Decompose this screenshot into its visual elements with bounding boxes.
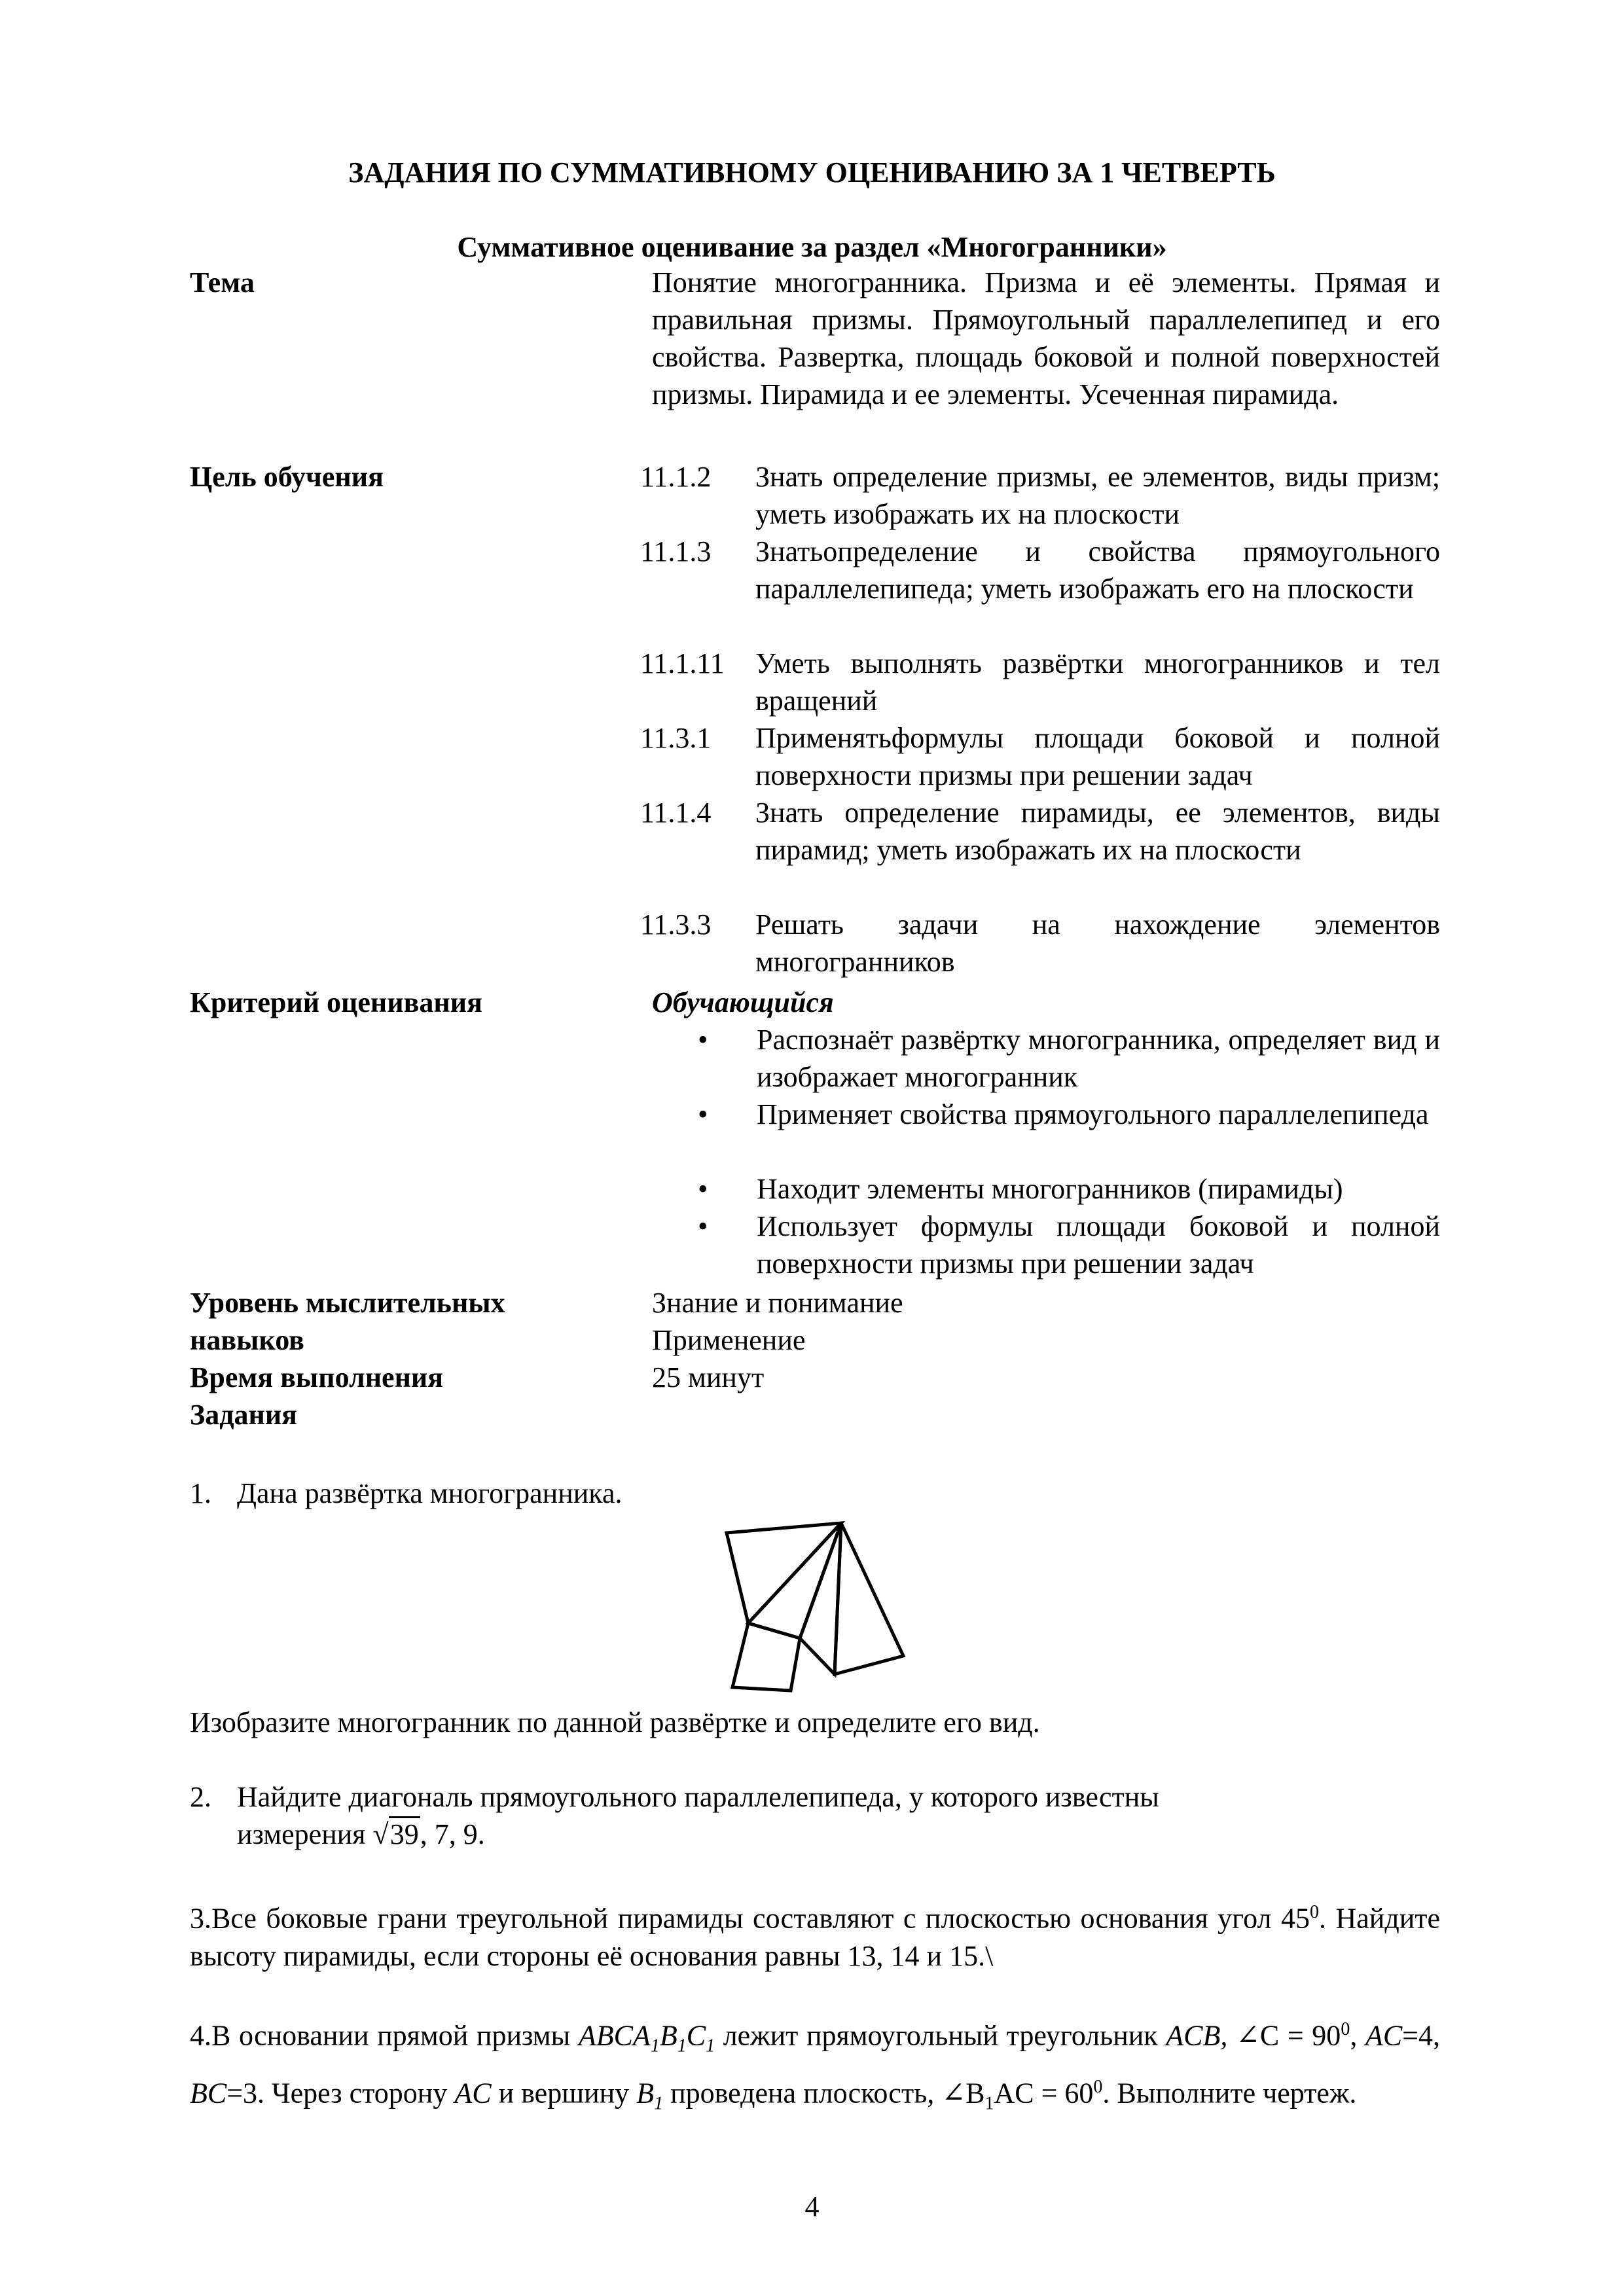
objective-item	[640, 719, 1440, 794]
criteria-text: Распознаёт развёртку многогранника, определяет вид и изображает многогранник	[757, 1024, 1440, 1093]
objective-item	[640, 533, 1440, 607]
objective-code: 11.3.1	[640, 722, 712, 754]
task-2-cont	[190, 1816, 1487, 1853]
objective-item	[640, 794, 1440, 869]
objectives-label: Цель обучения	[190, 461, 384, 493]
objective-item	[640, 645, 1440, 719]
task-text: , 7, 9.	[420, 1818, 485, 1850]
objective-text: Уметь выполнять развёртки многогранников и тел вращений	[755, 647, 1440, 717]
net-square-face	[732, 1623, 800, 1691]
net-triangle-face	[835, 1523, 903, 1674]
math-var: AC	[1365, 2019, 1403, 2052]
degree-sup: 0	[1341, 2019, 1350, 2039]
task-text: ,	[1350, 2019, 1365, 2052]
math-sub: 1	[984, 2093, 994, 2114]
degree-sup: 0	[1309, 1902, 1319, 1922]
criteria-label: Критерий оценивания	[190, 986, 482, 1018]
math-var: AC	[454, 2077, 492, 2110]
bullet-icon: •	[698, 1210, 708, 1242]
math-var: ACB,	[1166, 2019, 1228, 2052]
math-angle: ∠C = 90	[1236, 2019, 1341, 2052]
topic-value: Понятие многогранника. Призма и её элементы. Прямая и правильная призмы. Прямоугольный параллелепипед и его свойства. Развертка, площадь боковой и полной поверхностей призмы. Пирамида и ее элементы. Усеченная пирамида.	[652, 266, 1440, 410]
task-text: Дана развёртка многогранника.	[237, 1477, 623, 1509]
criteria-item	[694, 1170, 1440, 1208]
task-text: проведена плоскость,	[663, 2077, 935, 2110]
math-angle: AC = 60	[994, 2077, 1094, 2110]
objective-code: 11.1.3	[640, 535, 712, 567]
bullet-icon: •	[698, 1024, 708, 1056]
objective-item	[640, 458, 1440, 533]
task-1-question: Изобразите многогранник по данной развёртке и определите его вид.	[190, 1706, 1040, 1738]
task-text: и вершину	[491, 2077, 637, 2110]
criteria-item	[694, 1208, 1440, 1282]
task-text: =3. Через сторону	[226, 2077, 455, 2110]
math-var: B	[659, 2019, 677, 2052]
objective-code: 11.1.4	[640, 797, 712, 829]
time-value: 25 минут	[652, 1361, 765, 1393]
objective-code: 11.3.3	[640, 908, 712, 941]
time-label: Время выполнения	[190, 1361, 444, 1393]
math-var: C	[686, 2019, 706, 2052]
task-text: =4,	[1402, 2019, 1440, 2052]
bullet-icon: •	[698, 1098, 708, 1130]
task-text: 4.В основании прямой призмы	[190, 2019, 579, 2052]
task-text: Найдите диагональ прямоугольного параллелепипеда, у которого известны	[237, 1781, 1159, 1813]
objective-text: Знатьопределение и свойства прямоугольного параллелепипеда; уметь изображать его на плоскости	[755, 535, 1440, 605]
sqrt-sign: √	[372, 1818, 389, 1850]
task-number: 2.	[190, 1781, 211, 1813]
math-sub: 1	[650, 2036, 660, 2056]
section-subtitle: Суммативное оценивание за раздел «Многогранники»	[457, 231, 1167, 263]
math-angle: ∠B	[941, 2077, 985, 2110]
objective-text: Знать определение призмы, ее элементов, виды призм; уметь изображать их на плоскости	[755, 461, 1440, 530]
skills-value: Знание и понимание	[652, 1287, 903, 1319]
math-sub: 1	[677, 2036, 687, 2056]
degree-sup: 0	[1093, 2077, 1103, 2098]
math-sub: 1	[706, 2036, 715, 2056]
criteria-text: Находит элементы многогранников (пирамиды)	[757, 1173, 1343, 1205]
bullet-icon: •	[698, 1173, 708, 1205]
objective-item	[640, 906, 1440, 980]
task-text: лежит прямоугольный треугольник	[715, 2019, 1166, 2052]
criteria-text: Использует формулы площади боковой и полной поверхности призмы при решении задач	[757, 1210, 1440, 1280]
math-var: ABCA	[578, 2019, 651, 2052]
document-title: ЗАДАНИЯ ПО СУММАТИВНОМУ ОЦЕНИВАНИЮ ЗА 1 ЧЕТВЕРТЬ	[348, 156, 1276, 188]
objective-code: 11.1.2	[640, 461, 712, 493]
task-2	[190, 1778, 1440, 1816]
math-var: BC	[190, 2077, 227, 2110]
page-number: 4	[804, 2191, 820, 2223]
task-text: . Выполните чертеж.	[1102, 2077, 1357, 2110]
skills-label: Уровень мыслительных	[190, 1287, 505, 1319]
task-text: . Найдите высоту пирамиды, если стороны её основания равны 13, 14 и 15.\	[190, 1902, 1441, 1972]
task-4	[190, 2009, 1440, 2125]
objective-text: Применятьформулы площади боковой и полной поверхности призмы при решении задач	[755, 722, 1440, 791]
math-sub: 1	[654, 2093, 664, 2114]
time-label-cont: Задания	[190, 1399, 297, 1431]
criteria-item	[694, 1021, 1440, 1096]
objective-text: Знать определение пирамиды, ее элементов, виды пирамид; уметь изображать их на плоскости	[755, 797, 1440, 866]
math-var: B	[636, 2077, 655, 2110]
criteria-item	[694, 1096, 1440, 1133]
criteria-heading: Обучающийся	[652, 986, 834, 1018]
skills-label-cont: навыков	[190, 1324, 304, 1356]
task-number: 1.	[190, 1477, 211, 1509]
skills-value: Применение	[652, 1324, 806, 1356]
polyhedron-net-figure	[681, 1505, 943, 1702]
task-text: измерения	[237, 1818, 366, 1850]
task-text: 3.Все боковые грани треугольной пирамиды составляют с плоскостью основания угол 45	[190, 1902, 1310, 1935]
sqrt-expression	[373, 1816, 420, 1850]
objective-text: Решать задачи на нахождение элементов многогранников	[755, 908, 1440, 978]
objective-code: 11.1.11	[640, 647, 725, 679]
sqrt-value: 39	[389, 1816, 420, 1850]
task-3	[190, 1893, 1440, 1975]
criteria-text: Применяет свойства прямоугольного параллелепипеда	[757, 1098, 1429, 1130]
topic-label: Тема	[190, 266, 255, 298]
net-triangle-face	[748, 1523, 841, 1638]
